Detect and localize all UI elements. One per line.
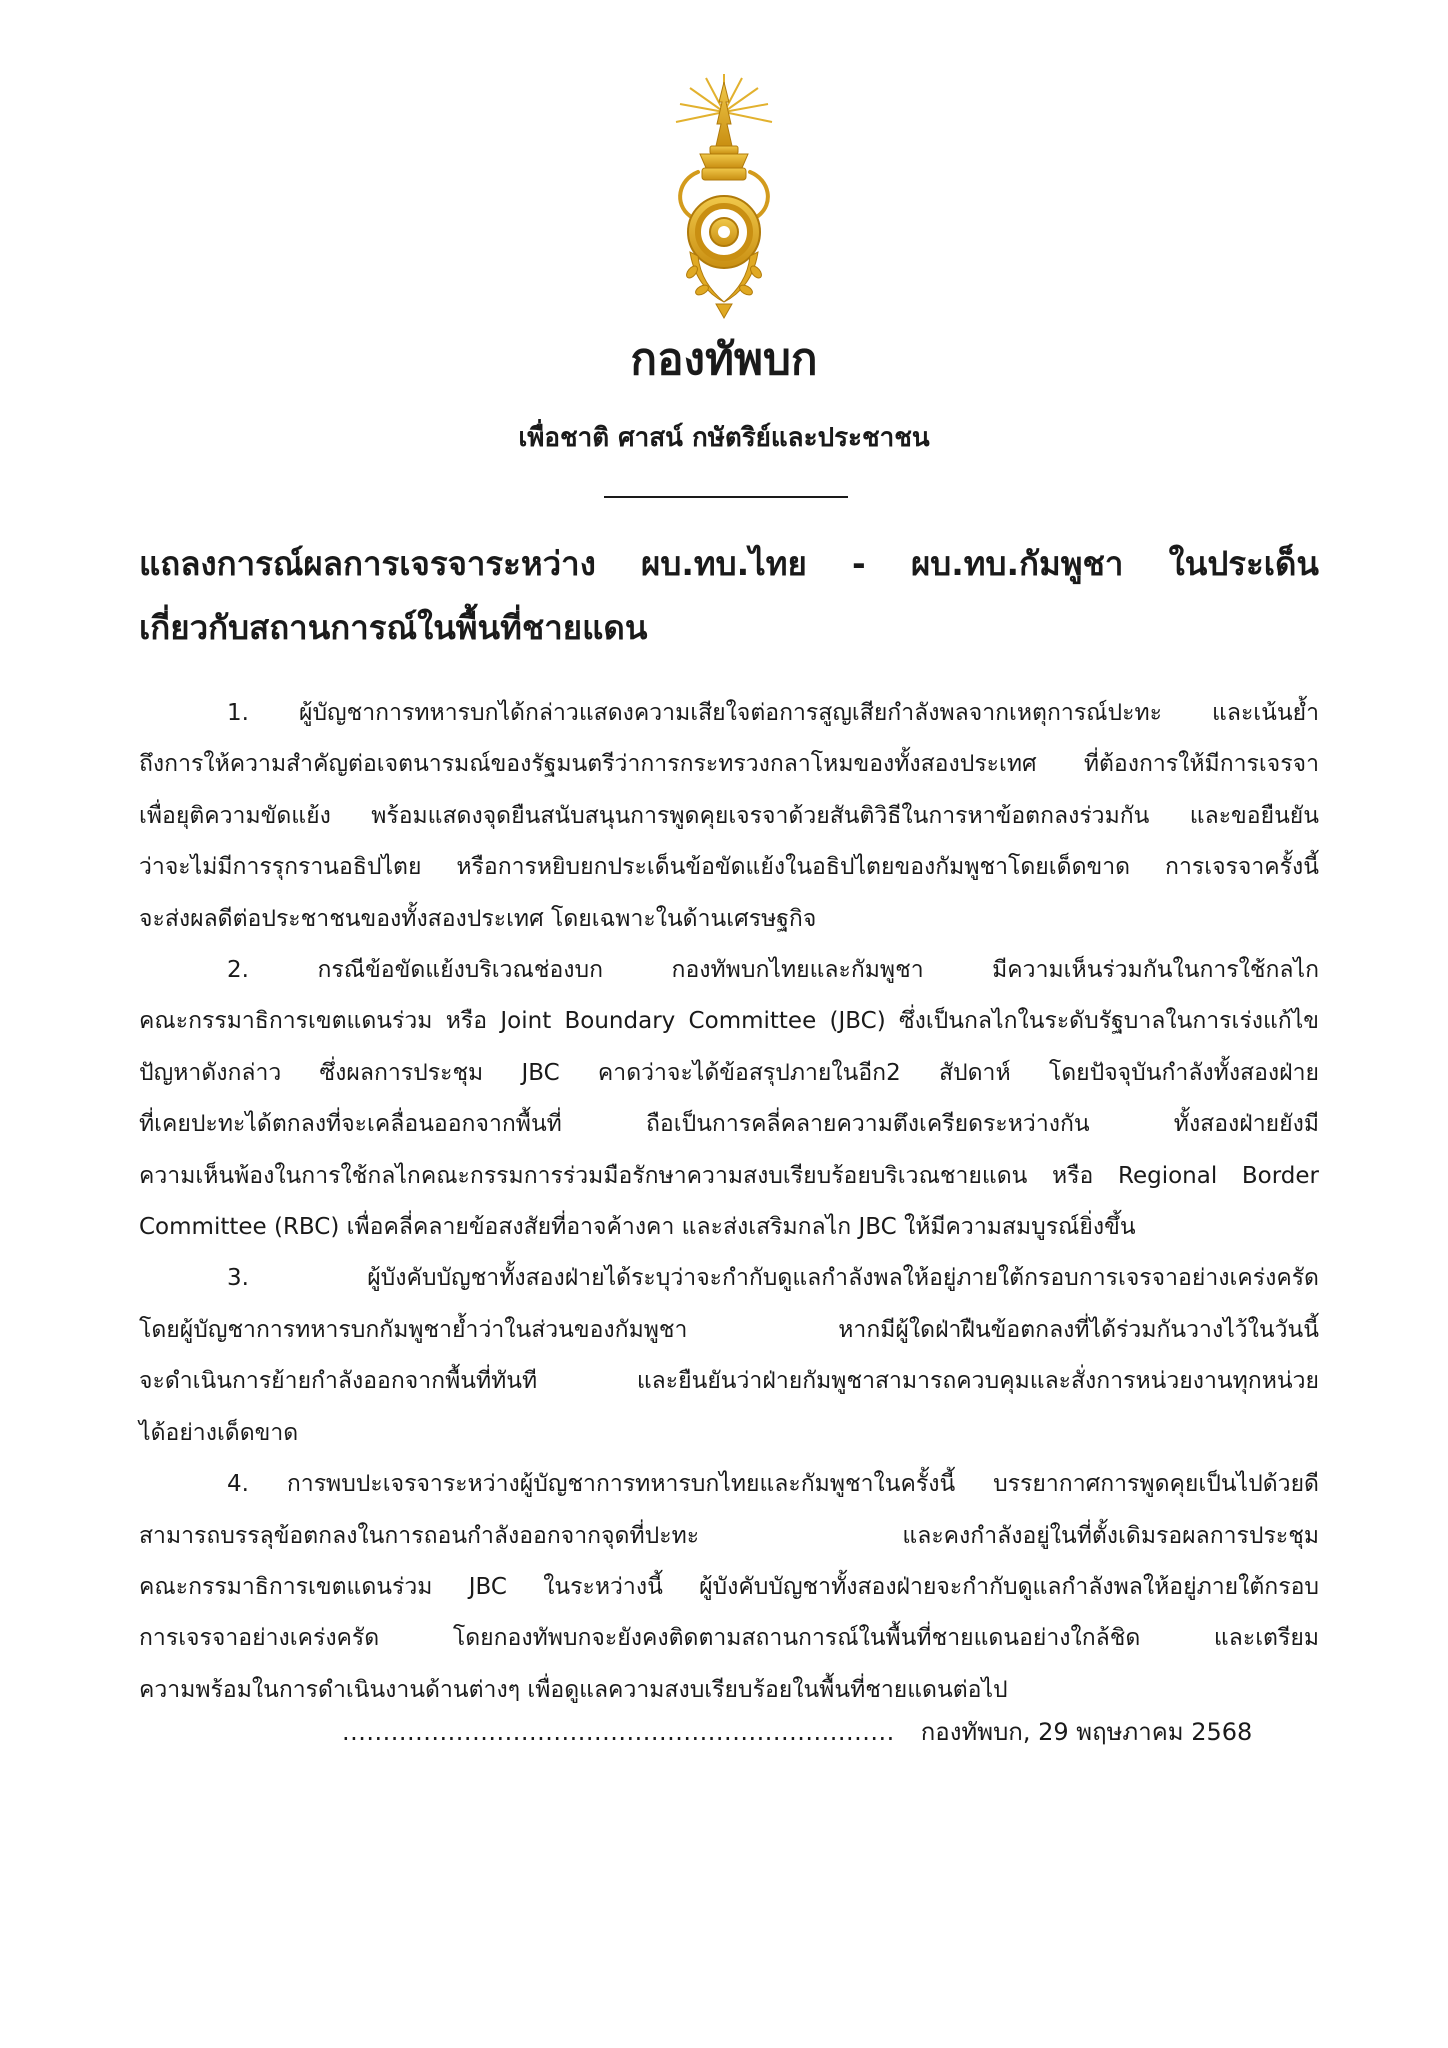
paragraph-line: โดยผู้บัญชาการทหารบกกัมพูชาย้ำว่าในส่วนของกัมพูชา หากมีผู้ใดฝ่าฝืนข้อตกลงที่ได้ร่วมกันวางไว้ในวันนี้: [139, 1316, 1319, 1343]
paragraph-line: คณะกรรมาธิการเขตแดนร่วม JBC ในระหว่างนี้ ผู้บังคับบัญชาทั้งสองฝ่ายจะกำกับดูแลกำลังพลให้อยู่ภายใต้กรอบ: [139, 1573, 1319, 1600]
paragraph-line: 4. การพบปะเจรจาระหว่างผู้บัญชาการทหารบกไทยและกัมพูชาในครั้งนี้ บรรยากาศการพูดคุยเป็นไปด้วยดี: [227, 1471, 1319, 1498]
signature-text: กองทัพบก, 29 พฤษภาคม 2568: [920, 1718, 1253, 1746]
paragraph-line: สามารถบรรลุข้อตกลงในการถอนกำลังออกจากจุดที่ปะทะ และคงกำลังอยู่ในที่ตั้งเดิมรอผลการประชุม: [139, 1522, 1319, 1549]
paragraph-1: [139, 688, 1319, 945]
statement-title: [139, 532, 1319, 660]
paragraph-2: [139, 945, 1319, 1253]
paragraph-line: การเจรจาอย่างเคร่งครัด โดยกองทัพบกจะยังคงติดตามสถานการณ์ในพื้นที่ชายแดนอย่างใกล้ชิด และเตรียม: [139, 1625, 1319, 1652]
paragraph-line: ที่เคยปะทะได้ตกลงที่จะเคลื่อนออกจากพื้นที่ ถือเป็นการคลี่คลายความตึงเครียดระหว่างกัน ทั้งสองฝ่ายยังมี: [139, 1111, 1319, 1138]
paragraph-line: จะส่งผลดีต่อประชาชนของทั้งสองประเทศ โดยเฉพาะในด้านเศรษฐกิจ: [139, 905, 817, 932]
statement-body: [139, 688, 1319, 1716]
org-name: กองทัพบก: [630, 334, 818, 385]
paragraph-line: ความพร้อมในการดำเนินงานด้านต่างๆ เพื่อดูแลความสงบเรียบร้อยในพื้นที่ชายแดนต่อไป: [139, 1676, 1008, 1703]
motto: เพื่อชาติ ศาสน์ กษัตริย์และประชาชน: [518, 423, 930, 453]
royal-thai-army-emblem: [660, 72, 788, 322]
paragraph-3: [139, 1253, 1319, 1459]
paragraph-line: จะดำเนินการย้ายกำลังออกจากพื้นที่ทันที และยืนยันว่าฝ่ายกัมพูชาสามารถควบคุมและสั่งการหน่วยงานทุกหน่วย: [139, 1368, 1319, 1395]
paragraph-line: ปัญหาดังกล่าว ซึ่งผลการประชุม JBC คาดว่าจะได้ข้อสรุปภายในอีก2 สัปดาห์ โดยปัจจุบันกำลังทั้งสองฝ่าย: [139, 1059, 1319, 1086]
paragraph-line: ได้อย่างเด็ดขาด: [139, 1419, 299, 1446]
statement-title-line: แถลงการณ์ผลการเจรจาระหว่าง ผบ.ทบ.ไทย - ผบ.ทบ.กัมพูชา ในประเด็น: [139, 544, 1319, 583]
emblem-crown: [700, 82, 748, 180]
signature-line: [342, 1712, 1253, 1752]
emblem-chakra: [688, 196, 760, 268]
paragraph-line: 1. ผู้บัญชาการทหารบกได้กล่าวแสดงความเสียใจต่อการสูญเสียกำลังพลจากเหตุการณ์ปะทะ และเน้นย้ำ: [227, 700, 1319, 726]
paragraph-line: ว่าจะไม่มีการรุกรานอธิปไตย หรือการหยิบยกประเด็นข้อขัดแย้งในอธิปไตยของกัมพูชาโดยเด็ดขาด การเจรจาครั้งนี้: [139, 854, 1319, 881]
paragraph-4: [139, 1459, 1319, 1716]
signature-dots: ....................................................................: [342, 1718, 895, 1746]
title-divider: [604, 496, 848, 498]
paragraph-line: 3. ผู้บังคับบัญชาทั้งสองฝ่ายได้ระบุว่าจะกำกับดูแลกำลังพลให้อยู่ภายใต้กรอบการเจรจาอย่างเคร่งครัด: [227, 1265, 1319, 1292]
paragraph-line: 2. กรณีข้อขัดแย้งบริเวณช่องบก กองทัพบกไทยและกัมพูชา มีความเห็นร่วมกันในการใช้กลไก: [227, 957, 1319, 984]
paragraph-line: เพื่อยุติความขัดแย้ง พร้อมแสดงจุดยืนสนับสนุนการพูดคุยเจรจาด้วยสันติวิธีในการหาข้อตกลงร่วมกัน และขอยืนยัน: [139, 802, 1319, 829]
paragraph-line: คณะกรรมาธิการเขตแดนร่วม หรือ Joint Boundary Committee (JBC) ซึ่งเป็นกลไกในระดับรัฐบาลในการเร่งแก้ไข: [139, 1008, 1319, 1035]
statement-title-line: เกี่ยวกับสถานการณ์ในพื้นที่ชายแดน: [139, 608, 648, 647]
paragraph-line: Committee (RBC) เพื่อคลี่คลายข้อสงสัยที่อาจค้างคา และส่งเสริมกลไก JBC ให้มีความสมบูรณ์ยิ่งขึ้น: [139, 1214, 1136, 1241]
paragraph-line: ถึงการให้ความสำคัญต่อเจตนารมณ์ของรัฐมนตรีว่าการกระทรวงกลาโหมของทั้งสองประเทศ ที่ต้องการให้มีการเจรจา: [139, 751, 1319, 778]
paragraph-line: ความเห็นพ้องในการใช้กลไกคณะกรรมการร่วมมือรักษาความสงบเรียบร้อยบริเวณชายแดน หรือ Regional Border: [139, 1162, 1319, 1189]
